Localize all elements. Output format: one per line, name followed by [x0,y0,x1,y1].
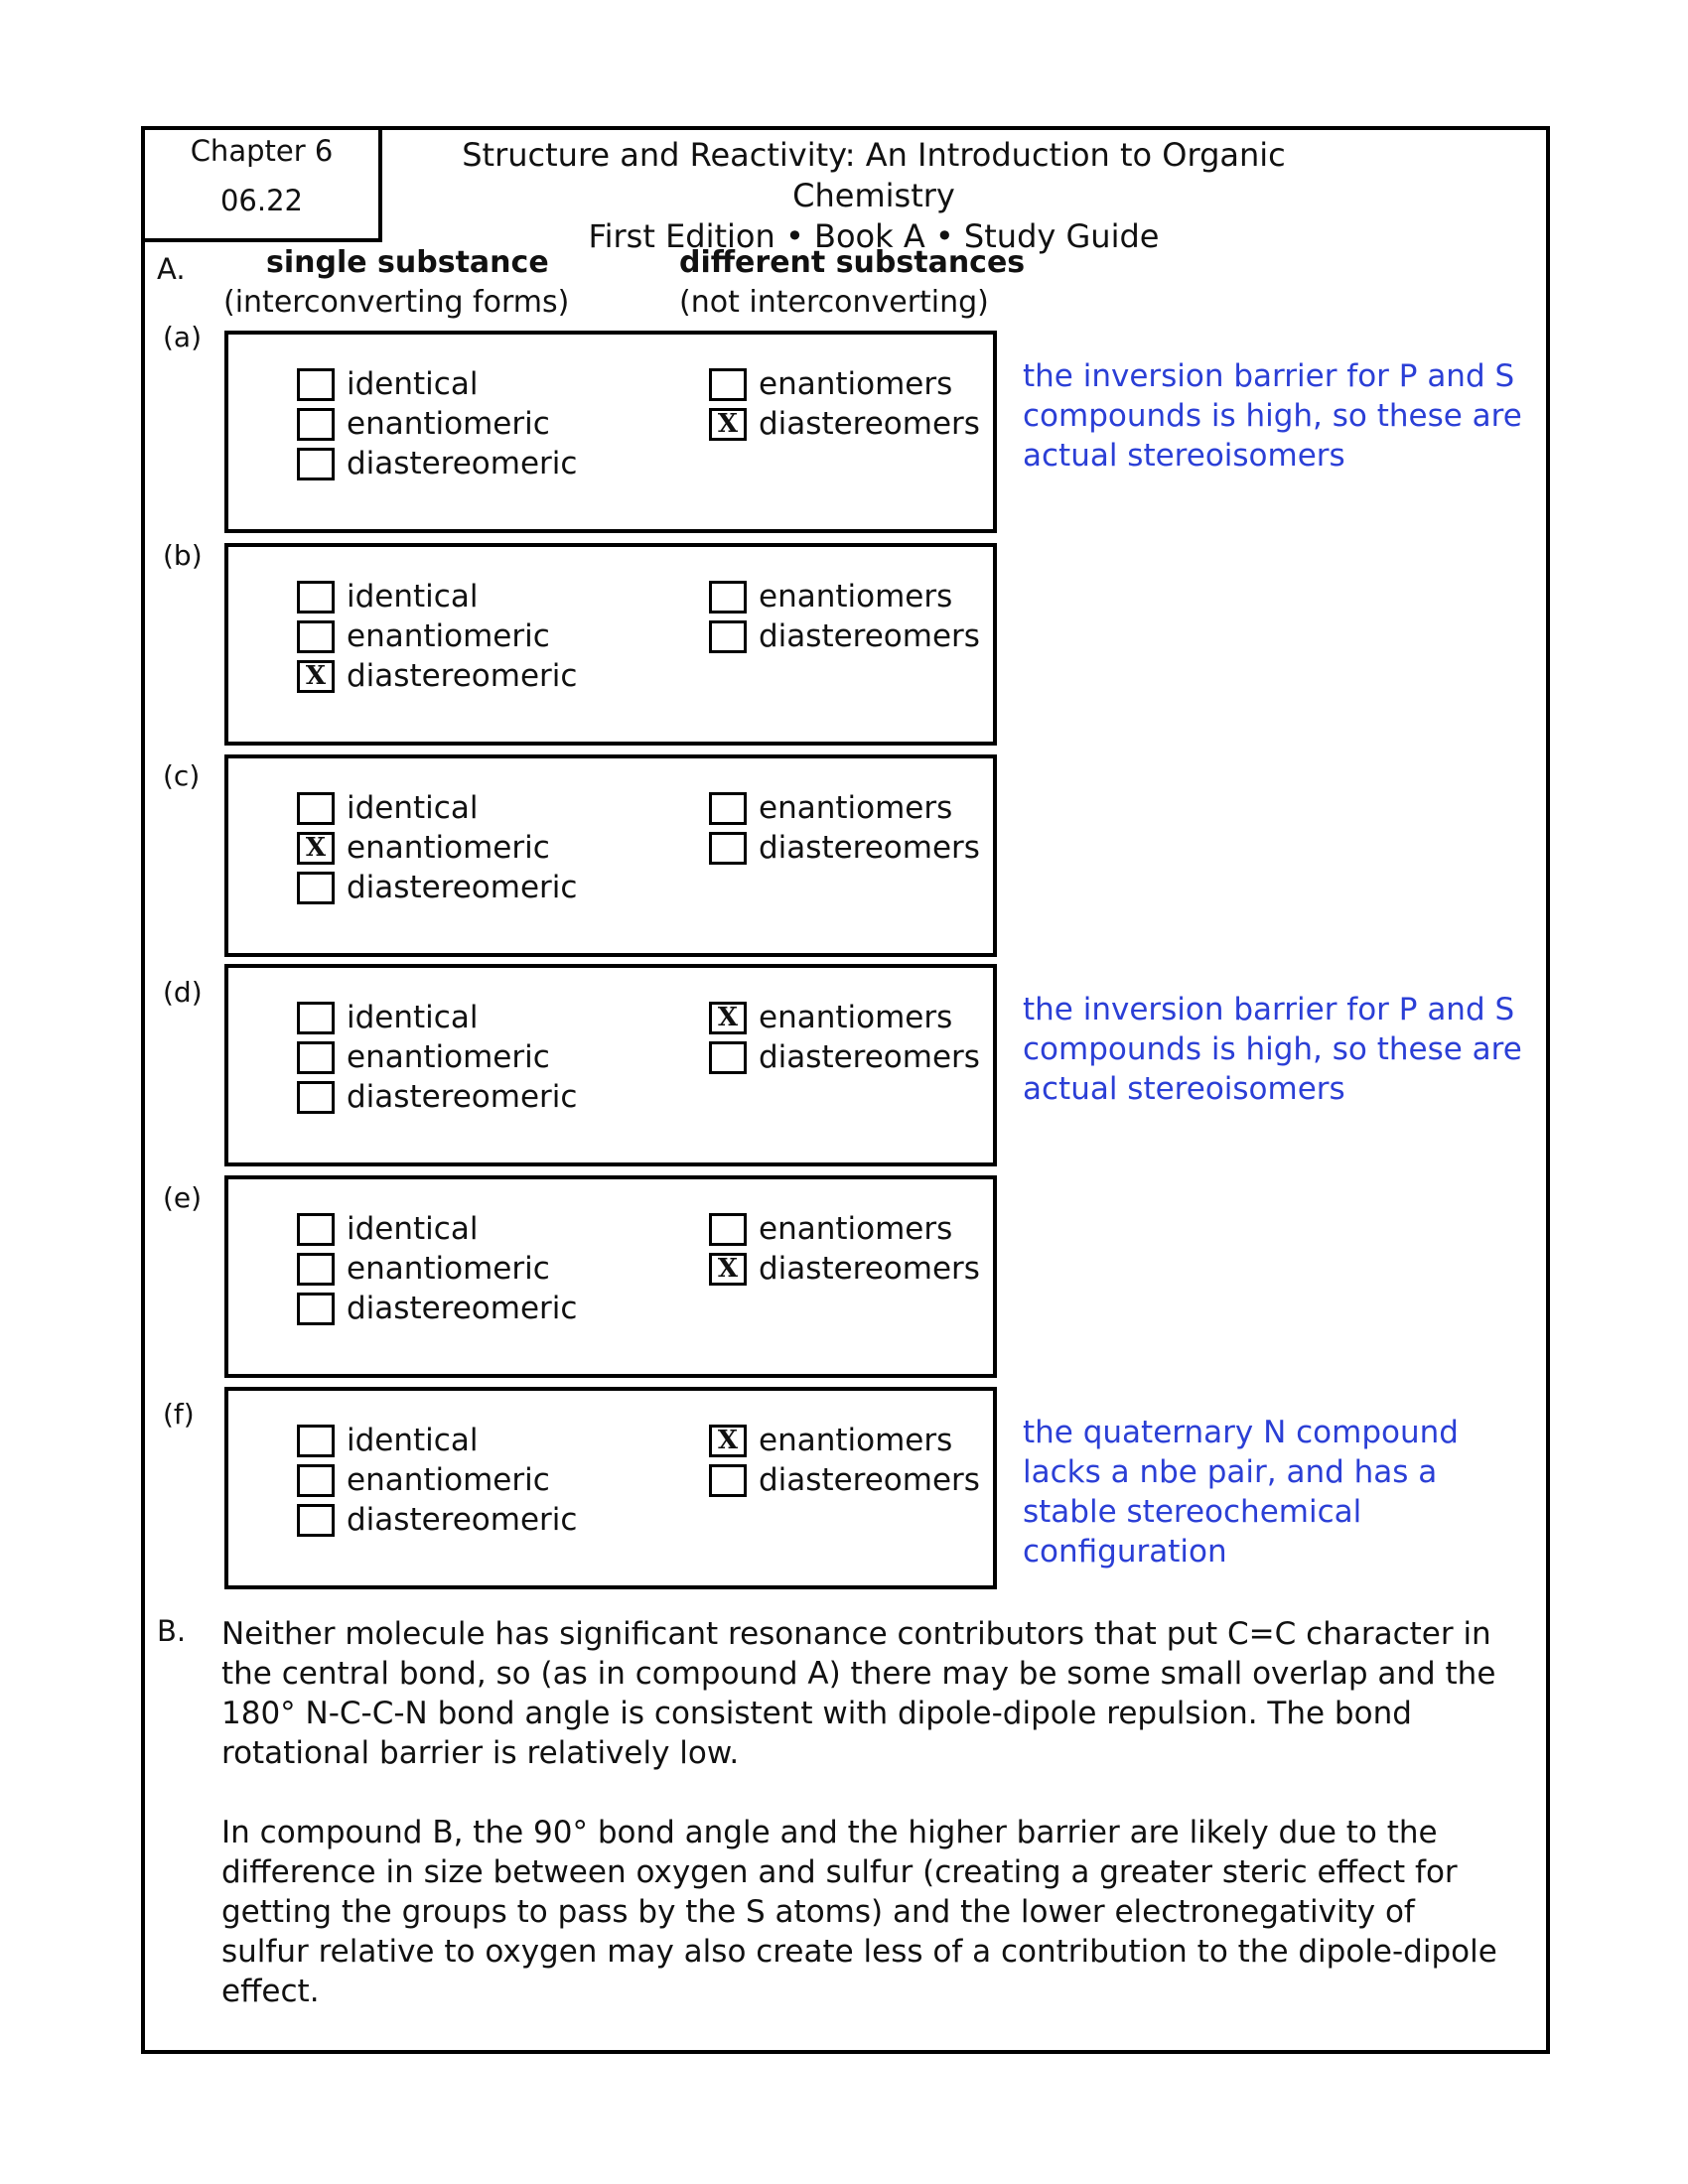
checkbox-enantiomers[interactable]: X [709,1002,747,1034]
different-substances-heading [679,243,1025,323]
option-label-diastereomers: diastereomers [759,1039,980,1075]
option-diastereomeric [297,656,577,696]
option-enantiomeric [297,1460,577,1500]
option-label-diastereomeric: diastereomeric [347,1502,578,1538]
chapter-box [141,126,382,242]
option-label-identical: identical [347,1211,479,1247]
checkbox-diastereomers[interactable] [709,1041,747,1074]
part-label: (d) [163,976,203,1009]
option-label-identical: identical [347,1000,479,1035]
checkbox-enantiomers[interactable] [709,1213,747,1246]
option-diastereomers [709,404,980,444]
single-substance-subtitle: (interconverting forms) [223,285,570,320]
section-b-paragraph-2: In compound B, the 90° bond angle and the higher barrier are likely due to the difference in size between oxygen and sulfur (creating a greater steric effect for getting the groups to pass by the S atoms) and the lower electronegativity of sulfur relative to oxygen may also create less of a contribution to the dipole-dipole effect. [221,1815,1497,2009]
option-label-enantiomers: enantiomers [759,790,953,826]
checkbox-diastereomeric[interactable] [297,1081,335,1114]
checkbox-diastereomers[interactable]: X [709,408,747,441]
option-diastereomers [709,828,980,868]
checkbox-enantiomers[interactable]: X [709,1425,747,1457]
part-label: (b) [163,539,203,572]
single-substance-title: single substance [266,245,549,280]
checkbox-enantiomeric[interactable] [297,1041,335,1074]
different-substances-options [709,577,980,656]
option-identical [297,788,577,828]
checkbox-enantiomers[interactable] [709,581,747,614]
annotation-note: the inversion barrier for P and S compounds is high, so these are actual stereoisomers [1023,358,1522,474]
option-enantiomeric [297,404,577,444]
part-label: (a) [163,321,203,353]
option-identical [297,1209,577,1249]
option-diastereomeric [297,1077,577,1117]
section-b-label: B. [157,1614,187,1648]
checkbox-identical[interactable] [297,1425,335,1457]
different-substances-options [709,788,980,868]
checkbox-enantiomers[interactable] [709,368,747,401]
section-b-body [221,1614,1502,2011]
checkbox-diastereomeric[interactable] [297,448,335,480]
option-label-enantiomeric: enantiomeric [347,1251,550,1287]
option-label-diastereomeric: diastereomeric [347,658,578,694]
option-enantiomeric [297,616,577,656]
checkbox-diastereomeric[interactable] [297,1293,335,1325]
option-label-diastereomers: diastereomers [759,830,980,866]
option-label-enantiomers: enantiomers [759,1211,953,1247]
section-b-paragraph-1: Neither molecule has significant resonance contributors that put C=C character in the central bond, so (as in compound A) there may be some small overlap and the 180° N-C-C-N bond angle is consistent with dipole-dipole repulsion. The bond rotational barrier is relatively low. [221,1616,1496,1771]
option-diastereomeric [297,444,577,483]
option-label-enantiomers: enantiomers [759,1000,953,1035]
problem-number: 06.22 [219,184,304,217]
checkbox-identical[interactable] [297,368,335,401]
checkbox-diastereomers[interactable] [709,620,747,653]
chapter-label: Chapter 6 [190,134,334,168]
option-label-diastereomers: diastereomers [759,618,980,654]
option-label-enantiomeric: enantiomeric [347,1462,550,1498]
section-a-label: A. [157,252,186,286]
option-label-diastereomers: diastereomers [759,1251,980,1287]
different-substances-options [709,1421,980,1500]
option-label-diastereomers: diastereomers [759,406,980,442]
checkbox-enantiomers[interactable] [709,792,747,825]
option-label-enantiomeric: enantiomeric [347,1039,550,1075]
option-label-identical: identical [347,1423,479,1458]
annotation-note: the quaternary N compound lacks a nbe pair, and has a stable stereochemical configuration [1023,1415,1459,1570]
checkbox-enantiomeric[interactable]: X [297,832,335,865]
different-substances-title: different substances [679,245,1026,280]
checkbox-diastereomeric[interactable] [297,872,335,904]
option-identical [297,577,577,616]
different-substances-options [709,998,980,1077]
question-box [224,1387,997,1589]
part-label: (e) [163,1181,203,1214]
checkbox-diastereomers[interactable]: X [709,1253,747,1286]
option-identical [297,1421,577,1460]
option-label-enantiomeric: enantiomeric [347,618,550,654]
option-diastereomers [709,1460,980,1500]
option-label-enantiomers: enantiomers [759,366,953,402]
question-box [224,331,997,533]
single-substance-options [297,1209,577,1328]
option-diastereomers [709,1249,980,1289]
annotation-note: the inversion barrier for P and S compounds is high, so these are actual stereoisomers [1023,992,1522,1107]
option-enantiomeric [297,828,577,868]
checkbox-enantiomeric[interactable] [297,1464,335,1497]
single-substance-options [297,364,577,483]
question-box [224,754,997,957]
checkbox-identical[interactable] [297,1213,335,1246]
option-enantiomers [709,788,980,828]
option-label-enantiomeric: enantiomeric [347,406,550,442]
part-label: (c) [163,759,201,792]
option-diastereomeric [297,868,577,907]
checkbox-identical[interactable] [297,792,335,825]
option-label-identical: identical [347,579,479,614]
option-identical [297,364,577,404]
checkbox-enantiomeric[interactable] [297,620,335,653]
single-substance-options [297,577,577,696]
checkbox-enantiomeric[interactable] [297,1253,335,1286]
checkbox-identical[interactable] [297,581,335,614]
option-label-diastereomeric: diastereomeric [347,1079,578,1115]
different-substances-options [709,364,980,444]
option-label-diastereomeric: diastereomeric [347,446,578,481]
option-identical [297,998,577,1037]
checkbox-enantiomeric[interactable] [297,408,335,441]
option-label-enantiomeric: enantiomeric [347,830,550,866]
different-substances-subtitle: (not interconverting) [679,285,989,320]
single-substance-heading [223,243,569,323]
option-diastereomeric [297,1500,577,1540]
option-label-diastereomeric: diastereomeric [347,870,578,905]
question-box [224,964,997,1166]
option-enantiomers [709,1421,980,1460]
single-substance-options [297,1421,577,1540]
part-label: (f) [163,1398,195,1431]
option-enantiomers [709,577,980,616]
checkbox-identical[interactable] [297,1002,335,1034]
option-diastereomers [709,1037,980,1077]
option-enantiomeric [297,1037,577,1077]
option-label-diastereomers: diastereomers [759,1462,980,1498]
question-box [224,1175,997,1378]
option-enantiomers [709,998,980,1037]
option-diastereomeric [297,1289,577,1328]
book-title-line2: First Edition • Book A • Study Guide [588,217,1160,255]
option-enantiomeric [297,1249,577,1289]
option-enantiomers [709,1209,980,1249]
option-label-identical: identical [347,790,479,826]
checkbox-diastereomers[interactable] [709,1464,747,1497]
option-label-identical: identical [347,366,479,402]
option-label-enantiomers: enantiomers [759,1423,953,1458]
book-title-line1: Structure and Reactivity: An Introduction to Organic Chemistry [462,136,1286,214]
question-box [224,543,997,746]
checkbox-diastereomers[interactable] [709,832,747,865]
option-diastereomers [709,616,980,656]
checkbox-diastereomeric[interactable]: X [297,660,335,693]
book-title [427,135,1321,257]
single-substance-options [297,998,577,1117]
different-substances-options [709,1209,980,1289]
option-enantiomers [709,364,980,404]
option-label-enantiomers: enantiomers [759,579,953,614]
checkbox-diastereomeric[interactable] [297,1504,335,1537]
single-substance-options [297,788,577,907]
option-label-diastereomeric: diastereomeric [347,1291,578,1326]
